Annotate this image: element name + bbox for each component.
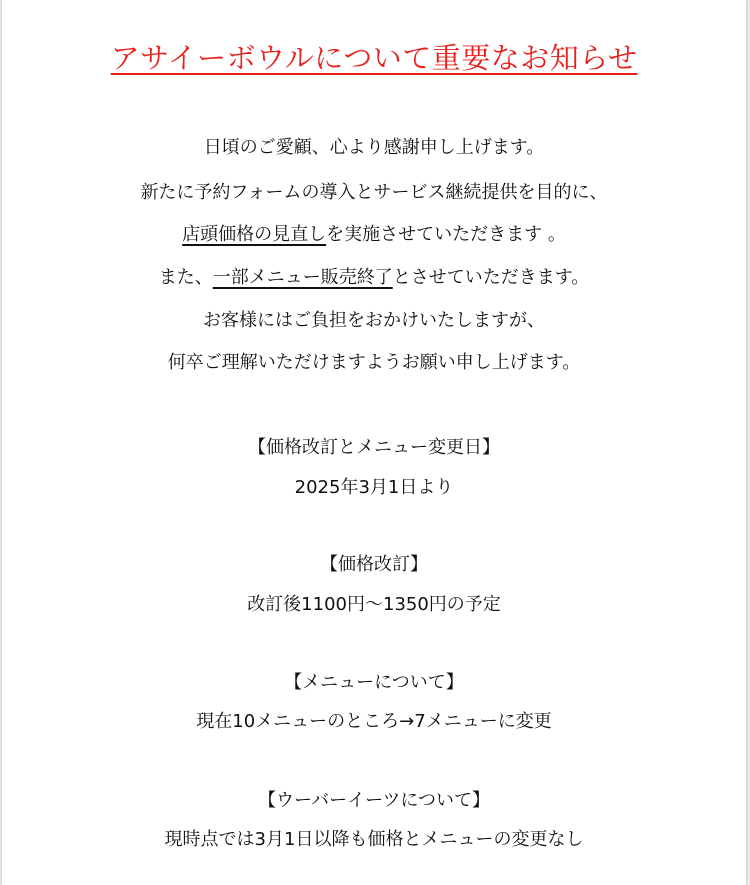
section-heading-price-revision: 【価格改訂】 <box>320 554 428 575</box>
section-body-menu: 現在10メニューのところ→7メニューに変更 <box>196 711 552 732</box>
section-heading-menu: 【メニューについて】 <box>284 672 464 693</box>
intro-line-2: 新たに予約フォームの導入とサービス継続提供を目的に、 <box>140 182 608 203</box>
section-body-change-date: 2025年3月1日より <box>294 477 454 498</box>
section-heading-change-date: 【価格改訂とメニュー変更日】 <box>248 437 500 458</box>
section-body-price-revision: 改訂後1100円～1350円の予定 <box>247 594 501 615</box>
intro-line-4-rest: とさせていただきます。 <box>392 267 590 288</box>
intro-line-4 <box>2 265 746 291</box>
section-heading-uber-eats: 【ウーバーイーツについて】 <box>257 790 491 811</box>
intro-line-6: 何卒ご理解いただけますようお願い申し上げます。 <box>167 352 581 373</box>
underlined-price-review: 店頭価格の見直し <box>182 224 327 245</box>
intro-line-4-prefix: また、 <box>158 267 213 288</box>
intro-line-1: 日頃のご愛顧、心より感謝申し上げます。 <box>203 137 545 158</box>
underlined-menu-discontinued: 一部メニュー販売終了 <box>212 267 393 288</box>
intro-line-3-rest: を実施させていただきます 。 <box>326 224 566 245</box>
notice-page <box>2 0 746 885</box>
intro-line-3 <box>2 222 746 248</box>
intro-line-5: お客様にはご負担をおかけいたしますが、 <box>203 310 545 331</box>
notice-title: アサイーボウルについて重要なお知らせ <box>110 41 638 75</box>
section-body-uber-eats: 現時点では3月1日以降も価格とメニューの変更なし <box>164 829 584 850</box>
